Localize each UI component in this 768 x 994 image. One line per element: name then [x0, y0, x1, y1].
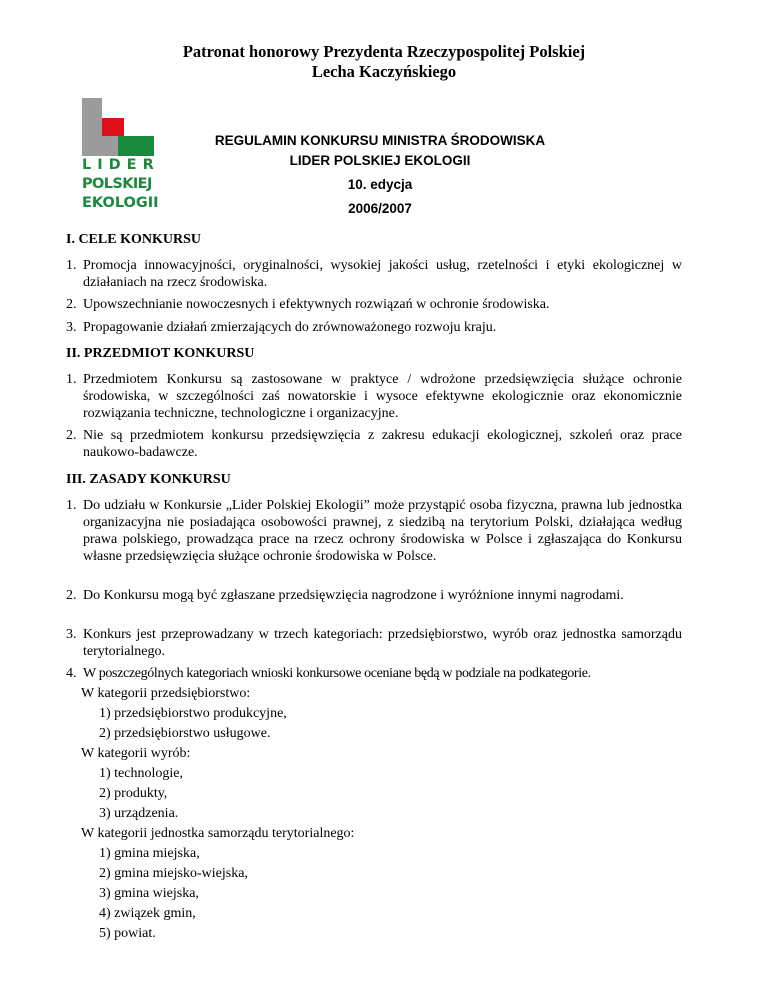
subcategory-item: 3) urządzenia. [99, 806, 179, 821]
logo-red-block [102, 118, 124, 136]
list-item: 3. Konkurs jest przeprowadzany w trzech kategoriach: przedsiębiorstwo, wyrób oraz jednostka samorządu terytorialnego. [66, 627, 682, 659]
list-item: 1. Do udziału w Konkursie „Lider Polskiej Ekologii” może przystąpić osoba fizyczna, prawna lub jednostka organizacyjna nie posiadająca osobowości prawnej, z siedzibą na terytorium Polski, działająca według prawa polskiego, prowadząca prace na rzecz ochrony środowiska w Polsce i zgłaszająca do Konkursu własne przedsięwzięcia służące ochronie środowiska w Polsce. [66, 498, 682, 564]
section-heading-zasady: III. ZASADY KONKURSU [66, 472, 231, 487]
patronage-line-2: Lecha Kaczyńskiego [311, 62, 457, 81]
list-item: 1. Przedmiotem Konkursu są zastosowane w praktyce / wdrożone przedsięwzięcia służące ochronie środowiska, w szczególności zaś nowatorskie i wysoce efektywne ekologicznie oraz ekonomicznie rozwiązania techniczne, technologiczne i organizacyjne. [66, 372, 682, 421]
subcategory-item: 1) gmina miejska, [99, 846, 200, 861]
subcategory-heading: W kategorii jednostka samorządu terytorialnego: [81, 826, 355, 841]
document-title-line-1: REGULAMIN KONKURSU MINISTRA ŚRODOWISKA [214, 133, 546, 148]
list-item: 3. Propagowanie działań zmierzających do zrównoważonego rozwoju kraju. [66, 320, 497, 335]
subcategory-heading: W kategorii wyrób: [81, 746, 191, 761]
subcategory-item: 2) gmina miejsko-wiejska, [99, 866, 248, 881]
logo-wordmark [82, 156, 162, 213]
patronage-line-1: Patronat honorowy Prezydenta Rzeczypospolitej Polskiej [182, 42, 586, 61]
subcategory-item: 5) powiat. [99, 926, 156, 941]
section-heading-cele: I. CELE KONKURSU [66, 232, 201, 247]
list-item: 2. Nie są przedmiotem konkursu przedsięwzięcia z zakresu edukacji ekologicznej, szkoleń oraz prace naukowo-badawcze. [66, 428, 682, 460]
subcategory-item: 1) przedsiębiorstwo produkcyjne, [99, 706, 287, 721]
list-item: 2. Do Konkursu mogą być zgłaszane przedsięwzięcia nagrodzone i wyróżnione innymi nagrodami. [66, 588, 624, 603]
logo-green-block [118, 136, 154, 156]
subcategory-item: 4) związek gmin, [99, 906, 196, 921]
edition-label: 10. edycja [347, 177, 413, 192]
subcategory-item: 3) gmina wiejska, [99, 886, 199, 901]
list-item: 4. W poszczególnych kategoriach wnioski konkursowe oceniane będą w podziale na podkategorie. [66, 666, 591, 681]
subcategory-item: 2) przedsiębiorstwo usługowe. [99, 726, 271, 741]
logo-word-ekologii: EKOLOGII [82, 195, 159, 211]
patronage-header [0, 42, 768, 82]
subcategory-item: 1) technologie, [99, 766, 183, 781]
subcategory-item: 2) produkty, [99, 786, 168, 801]
list-item: 2. Upowszechnianie nowoczesnych i efektywnych rozwiązań w ochronie środowiska. [66, 297, 550, 312]
edition-years: 2006/2007 [348, 201, 412, 216]
subcategory-heading: W kategorii przedsiębiorstwo: [81, 686, 251, 701]
logo-white-block [102, 98, 118, 118]
logo-word-polskiej: POLSKIEJ [82, 176, 152, 192]
list-item: 1. Promocja innowacyjności, oryginalności, wysokiej jakości usług, rzetelności i etyki ekologicznej w działaniach na rzecz środowiska. [66, 258, 682, 290]
document-title-line-2: LIDER POLSKIEJ EKOLOGII [289, 153, 471, 168]
lider-polskiej-ekologii-logo [82, 98, 160, 218]
section-heading-przedmiot: II. PRZEDMIOT KONKURSU [66, 346, 255, 361]
logo-word-lider: LIDER [82, 157, 160, 173]
